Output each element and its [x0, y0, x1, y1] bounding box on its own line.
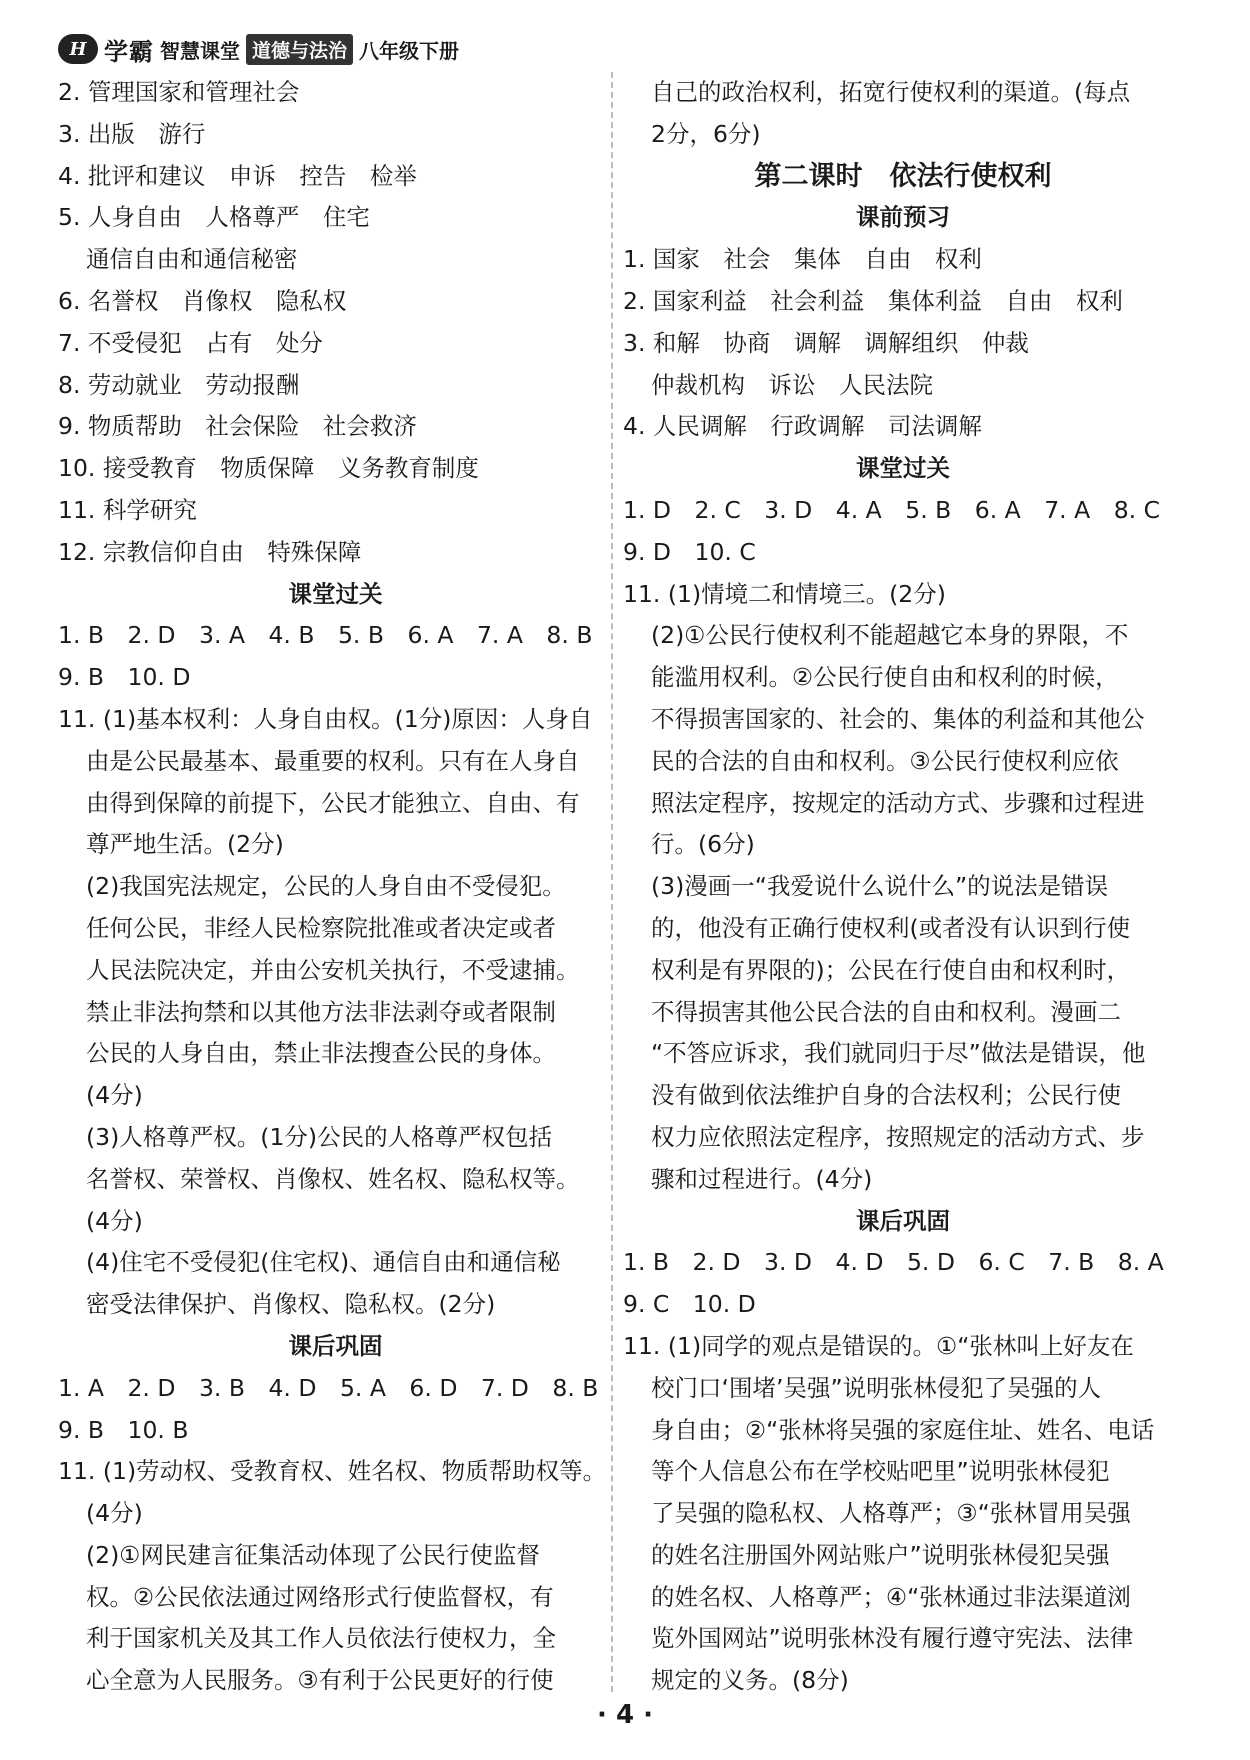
answer-line: 了吴强的隐私权、人格尊严；③“张林冒用吴强 [651, 1499, 1131, 1528]
answer-line: (4分) [86, 1499, 143, 1528]
answer-line: 10. 接受教育 物质保障 义务教育制度 [58, 454, 479, 483]
answer-line: 的姓名权、人格尊严；④“张林通过非法渠道浏 [651, 1582, 1131, 1611]
answer-line: 5. 人身自由 人格尊严 住宅 [58, 203, 370, 232]
answer-line: 由得到保障的前提下，公民才能独立、自由、有 [86, 788, 580, 817]
answer-line: (4)住宅不受侵犯(住宅权)、通信自由和通信秘 [86, 1248, 561, 1277]
answer-line: 的，他没有正确行使权利(或者没有认识到行使 [651, 913, 1131, 942]
answer-line: 1. A 2. D 3. B 4. D 5. A 6. D 7. D 8. B [58, 1373, 599, 1402]
answer-line: 骤和过程进行。(4分) [651, 1164, 873, 1193]
answer-line: 民的合法的自由和权利。③公民行使权利应依 [651, 746, 1119, 775]
answer-line: (3)人格尊严权。(1分)公民的人格尊严权包括 [86, 1122, 553, 1151]
answer-line: (4分) [86, 1081, 143, 1110]
answer-line: 11. (1)劳动权、受教育权、姓名权、物质帮助权等。 [58, 1457, 607, 1486]
page-header [58, 30, 459, 68]
answer-line: 通信自由和通信秘密 [86, 245, 298, 274]
answer-line: (2)我国宪法规定，公民的人身自由不受侵犯。 [86, 872, 566, 901]
left-column [58, 72, 613, 1702]
answer-line: 12. 宗教信仰自由 特殊保障 [58, 537, 362, 566]
section-heading: 课后巩固 [288, 1331, 383, 1360]
answer-line: 11. (1)基本权利：人身自由权。(1分)原因：人身自 [58, 704, 593, 733]
section-heading: 课前预习 [856, 203, 950, 232]
page-number: · 4 · [597, 1700, 653, 1730]
subject-badge: 道德与法治 [246, 34, 353, 65]
answer-line: 2. 管理国家和管理社会 [58, 78, 300, 106]
answer-line: 规定的义务。(8分) [651, 1666, 849, 1695]
answer-line: 9. D 10. C [623, 537, 756, 566]
answer-line: 览外国网站”说明张林没有履行遵守宪法、法律 [651, 1624, 1134, 1653]
answer-line: 权。②公民依法通过网络形式行使监督权，有 [86, 1582, 554, 1611]
answer-line: 不得损害国家的、社会的、集体的利益和其他公 [651, 704, 1145, 733]
answer-line: 利于国家机关及其工作人员依法行使权力，全 [86, 1624, 556, 1653]
answer-line: 1. B 2. D 3. A 4. B 5. B 6. A 7. A 8. B [58, 621, 593, 650]
answer-line: 9. 物质帮助 社会保险 社会救济 [58, 412, 417, 441]
answer-line: 照法定程序，按规定的活动方式、步骤和过程进 [651, 788, 1145, 817]
answer-line: 3. 出版 游行 [58, 119, 206, 148]
answer-line: 7. 不受侵犯 占有 处分 [58, 328, 323, 357]
brand-logo-icon: H [58, 34, 98, 64]
answer-line: 能滥用权利。②公民行使自由和权利的时候， [651, 663, 1119, 692]
answer-line: 没有做到依法维护自身的合法权利；公民行使 [651, 1081, 1121, 1110]
answer-line: 2分，6分) [651, 119, 761, 148]
answer-line: 权利是有界限的)；公民在行使自由和权利时， [651, 955, 1131, 984]
grade-label: 八年级下册 [359, 38, 460, 63]
answer-line: 校门口‘围堵’吴强”说明张林侵犯了吴强的人 [651, 1373, 1102, 1402]
answer-line: (2)①公民行使权利不能超越它本身的界限，不 [651, 621, 1129, 650]
section-heading: 课堂过关 [288, 579, 383, 608]
answer-line: (3)漫画一“我爱说什么说什么”的说法是错误 [651, 872, 1109, 901]
brand-name: 学霸 [104, 37, 154, 66]
answer-line: 8. 劳动就业 劳动报酬 [58, 370, 300, 399]
answer-line: 4. 批评和建议 申诉 控告 检举 [58, 161, 417, 190]
answer-line: 9. B 10. B [58, 1415, 189, 1444]
answer-line: 仲裁机构 诉讼 人民法院 [651, 370, 933, 399]
answer-line: 任何公民，非经人民检察院批准或者决定或者 [86, 913, 556, 942]
brand-subtitle: 智慧课堂 [160, 38, 240, 63]
answer-line: 9. C 10. D [623, 1290, 756, 1319]
answer-line: (2)①网民建言征集活动体现了公民行使监督 [86, 1540, 540, 1569]
answer-line: 密受法律保护、肖像权、隐私权。(2分) [86, 1290, 496, 1319]
answer-line: “不答应诉求，我们就同归于尽”做法是错误，他 [651, 1039, 1146, 1068]
answer-line: 尊严地生活。(2分) [86, 830, 284, 859]
answer-line: 1. 国家 社会 集体 自由 权利 [623, 245, 982, 274]
answer-line: 名誉权、荣誉权、肖像权、姓名权、隐私权等。 [86, 1164, 580, 1193]
lesson-title: 第二课时 依法行使权利 [754, 160, 1052, 192]
answer-line: 公民的人身自由，禁止非法搜查公民的身体。 [86, 1039, 556, 1068]
answer-line: 11. 科学研究 [58, 495, 197, 524]
section-heading: 课后巩固 [856, 1206, 950, 1235]
answer-line: 9. B 10. D [58, 663, 191, 692]
answer-line: 2. 国家利益 社会利益 集体利益 自由 权利 [623, 286, 1123, 315]
answer-line: 11. (1)同学的观点是错误的。①“张林叫上好友在 [623, 1331, 1134, 1360]
answer-line: 1. D 2. C 3. D 4. A 5. B 6. A 7. A 8. C [623, 495, 1160, 524]
answer-line: 身自由；②“张林将吴强的家庭住址、姓名、电话 [651, 1415, 1155, 1444]
answer-line: 11. (1)情境二和情境三。(2分) [623, 579, 946, 608]
answer-line: 4. 人民调解 行政调解 司法调解 [623, 412, 982, 441]
answer-line: 权力应依照法定程序，按照规定的活动方式、步 [651, 1122, 1145, 1151]
answer-line: 1. B 2. D 3. D 4. D 5. D 6. C 7. B 8. A [623, 1248, 1164, 1277]
section-heading: 课堂过关 [856, 454, 950, 483]
answer-line: 的姓名注册国外网站账户”说明张林侵犯吴强 [651, 1540, 1110, 1569]
answer-line: 自己的政治权利，拓宽行使权利的渠道。(每点 [651, 78, 1131, 106]
answer-line: 由是公民最基本、最重要的权利。只有在人身自 [86, 746, 580, 775]
answer-line: 等个人信息公布在学校贴吧里”说明张林侵犯 [651, 1457, 1110, 1486]
answer-line: 禁止非法拘禁和以其他方法非法剥夺或者限制 [86, 997, 556, 1026]
answer-line: 6. 名誉权 肖像权 隐私权 [58, 286, 347, 315]
answer-line: (4分) [86, 1206, 143, 1235]
answer-line: 不得损害其他公民合法的自由和权利。漫画二 [651, 997, 1121, 1026]
right-column [623, 72, 1183, 1702]
answer-line: 3. 和解 协商 调解 调解组织 仲裁 [623, 328, 1029, 357]
answer-line: 行。(6分) [651, 830, 755, 859]
answer-line: 人民法院决定，并由公安机关执行，不受逮捕。 [86, 955, 580, 984]
answer-line: 心全意为人民服务。③有利于公民更好的行使 [86, 1666, 554, 1695]
